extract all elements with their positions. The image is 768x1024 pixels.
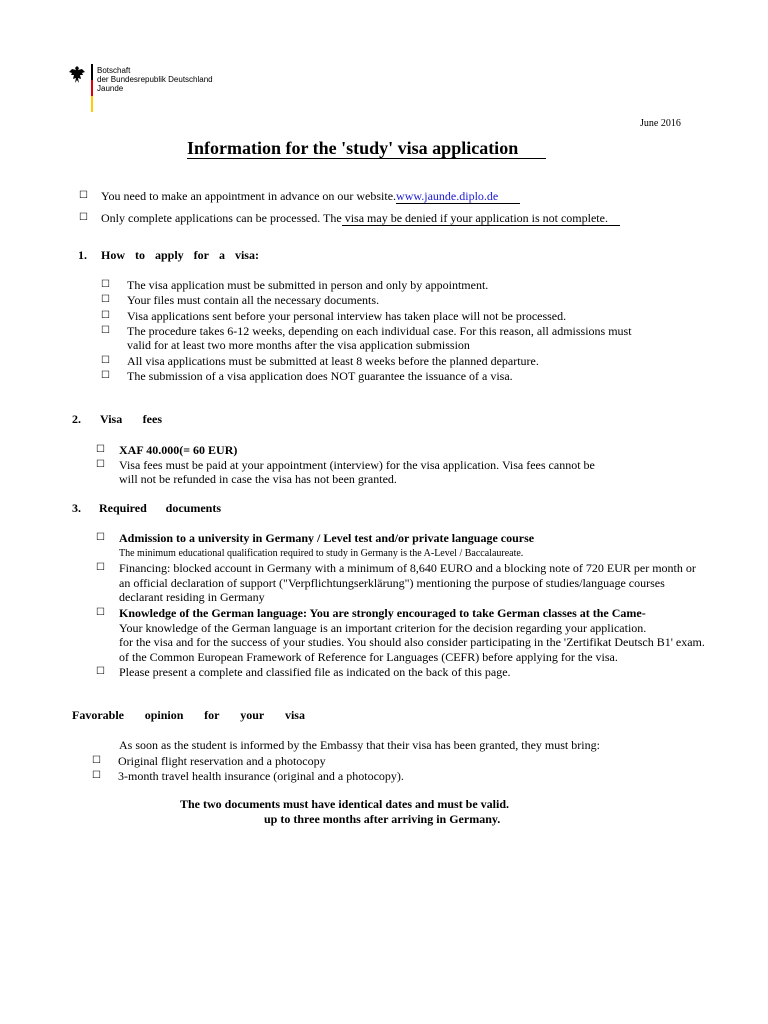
visa-fee-refund: will not be refunded in case the visa has not been granted. [119, 472, 397, 486]
favorable-item: 3-month travel health insurance (original and a photocopy). [118, 769, 404, 783]
checkbox-icon: ☐ [79, 190, 88, 201]
present-file-note: Please present a complete and classified file as indicated on the back of this page. [119, 665, 511, 679]
section-1-heading-word: visa: [234, 248, 259, 262]
checkbox-icon: ☐ [101, 279, 110, 290]
intro-item-complete-text: Only complete applications can be processed. The [101, 211, 342, 225]
checkbox-icon: ☐ [96, 532, 105, 543]
intro-item-appointment-text: You need to make an appointment in advance on our website. [101, 189, 397, 203]
section-2-heading [100, 412, 162, 427]
section-3-heading-word: documents [165, 501, 221, 515]
checkbox-icon: ☐ [79, 212, 88, 223]
section-1-item: All visa applications must be submitted at least 8 weeks before the planned departure. [127, 354, 539, 368]
section-3-heading [99, 501, 221, 516]
letterhead [66, 64, 226, 116]
favorable-heading-word: visa [284, 708, 305, 722]
federal-eagle-icon [66, 64, 88, 86]
embassy-line-1: Botschaft [97, 66, 131, 75]
section-1-item: The visa application must be submitted in person and only by appointment. [127, 278, 489, 292]
page-title [187, 138, 546, 159]
section-2-heading-word: Visa [100, 412, 123, 426]
favorable-heading-word: for [204, 708, 220, 722]
favorable-heading [72, 708, 305, 723]
financing-line: declarant residing in Germany [119, 590, 265, 604]
flag-stripe-red [91, 80, 93, 96]
section-1-item: The procedure takes 6-12 weeks, depending on each individual case. For this reason, all admissions must [127, 324, 632, 338]
checkbox-icon: ☐ [96, 444, 105, 455]
section-1-item: Your files must contain all the necessary documents. [127, 293, 380, 307]
admission-note: The minimum educational qualification required to study in Germany is the A-Level / Baccalaureate. [119, 548, 524, 559]
flag-stripe-black [91, 64, 93, 80]
financing-line: Financing: blocked account in Germany with a minimum of 8,640 EURO and a blocking note of 720 EUR per month or [119, 561, 696, 575]
checkbox-icon: ☐ [96, 562, 105, 573]
language-line: of the Common European Framework of Reference for Languages (CEFR) before applying for the visa. [119, 650, 618, 664]
favorable-heading-word: your [240, 708, 265, 722]
favorable-heading-word: opinion [144, 708, 184, 722]
section-1-heading-word: for [193, 248, 209, 262]
checkbox-icon: ☐ [101, 370, 110, 381]
checkbox-icon: ☐ [96, 459, 105, 470]
closing-note-line-1: The two documents must have identical dates and must be valid. [180, 797, 510, 811]
checkbox-icon: ☐ [96, 666, 105, 677]
embassy-name [97, 66, 213, 93]
closing-note-line-2: up to three months after arriving in Germany. [264, 812, 501, 826]
website-link[interactable]: www.jaunde.diplo.de [396, 189, 520, 204]
section-1-item: The submission of a visa application does NOT guarantee the issuance of a visa. [127, 369, 513, 383]
language-line: Your knowledge of the German language is an important criterion for the decision regarding your application. [119, 621, 647, 635]
favorable-item: Original flight reservation and a photocopy [118, 754, 326, 768]
section-1-item-continuation: valid for at least two more months after the visa application submission [127, 338, 470, 352]
visa-fee-amount: XAF 40.000(= 60 EUR) [119, 443, 238, 457]
visa-fee-payment: Visa fees must be paid at your appointment (interview) for the visa application. Visa fees cannot be [119, 458, 595, 472]
checkbox-icon: ☐ [96, 607, 105, 618]
section-1-heading [101, 248, 259, 263]
language-requirement: Knowledge of the German language: You are strongly encouraged to take German classes at the Came- [119, 606, 646, 620]
section-1-heading-word: to [134, 248, 145, 262]
section-3-heading-word: Required [99, 501, 147, 515]
checkbox-icon: ☐ [101, 310, 110, 321]
section-1-number: 1. [78, 248, 87, 262]
flag-stripe-gold [91, 96, 93, 112]
checkbox-icon: ☐ [92, 755, 101, 766]
financing-line: an official declaration of support ("Verpflichtungserklärung") mentioning the purpose of studies/language courses [119, 576, 665, 590]
document-date: June 2016 [640, 118, 681, 129]
favorable-heading-word: Favorable [72, 708, 124, 722]
admission-requirement: Admission to a university in Germany / Level test and/or private language course [119, 531, 535, 545]
section-3-number: 3. [72, 501, 81, 515]
checkbox-icon: ☐ [92, 770, 101, 781]
checkbox-icon: ☐ [101, 294, 110, 305]
section-2-number: 2. [72, 412, 81, 426]
section-1-item: Visa applications sent before your personal interview has taken place will not be processed. [127, 309, 567, 323]
intro-item-complete-warning: visa may be denied if your application is not complete. [342, 211, 620, 226]
language-line: for the visa and for the success of your studies. You should also consider participating in the 'Zertifikat Deutsch B1' exam. [119, 635, 705, 649]
section-1-heading-word: apply [154, 248, 184, 262]
favorable-intro: As soon as the student is informed by the Embassy that their visa has been granted, they must bring: [119, 738, 600, 752]
intro-item-complete [101, 211, 620, 226]
embassy-line-3: Jaunde [97, 84, 124, 93]
intro-item-appointment [101, 189, 520, 204]
section-1-heading-word: a [218, 248, 225, 262]
checkbox-icon: ☐ [101, 325, 110, 336]
section-2-heading-word: fees [142, 412, 162, 426]
page-title-text: Information for the 'study' visa application [187, 138, 519, 158]
checkbox-icon: ☐ [101, 355, 110, 366]
section-1-heading-word: How [101, 248, 125, 262]
embassy-line-2: der Bundesrepublik Deutschland [97, 75, 213, 84]
